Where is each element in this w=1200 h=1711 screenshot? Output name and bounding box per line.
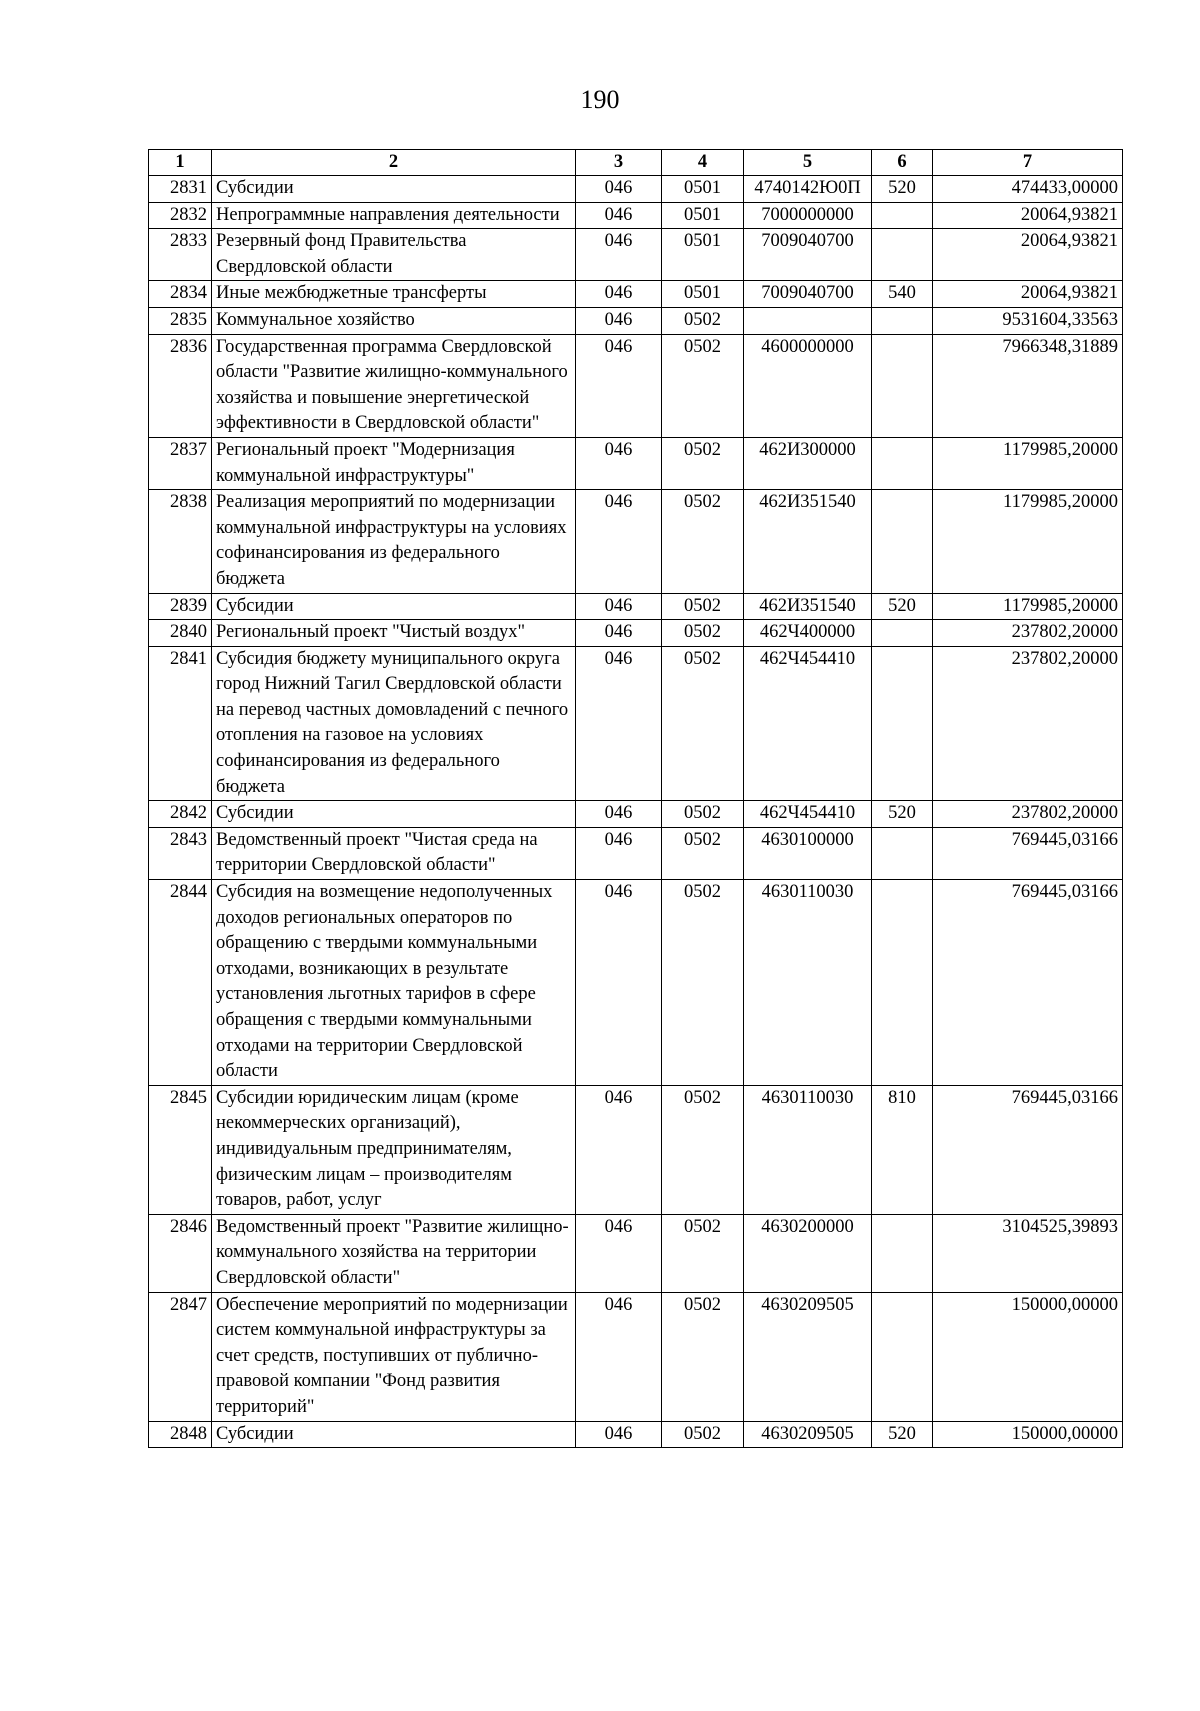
expense-type-code-cell: 810 — [872, 1085, 933, 1214]
section-code-cell: 0502 — [662, 646, 744, 801]
target-code-cell: 462И351540 — [744, 593, 872, 620]
section-code-cell: 0502 — [662, 801, 744, 828]
amount-cell: 237802,20000 — [933, 646, 1123, 801]
table-row — [149, 1292, 1123, 1421]
item-name-cell: Коммунальное хозяйство — [212, 307, 576, 334]
ministry-code-cell: 046 — [576, 593, 662, 620]
header-cell: 4 — [662, 150, 744, 176]
row-number-cell: 2836 — [149, 334, 212, 437]
item-name-cell: Субсидия на возмещение недополученных доходов региональных операторов по обращению с твердыми коммунальными отходами, возникающих в результате установления льготных тарифов в сфере обращения с твердыми коммунальными отходами на территории Свердловской области — [212, 880, 576, 1086]
row-number-cell: 2842 — [149, 801, 212, 828]
amount-cell: 20064,93821 — [933, 229, 1123, 281]
target-code-cell: 4630200000 — [744, 1214, 872, 1292]
row-number-cell: 2837 — [149, 437, 212, 489]
table-row — [149, 593, 1123, 620]
amount-cell: 3104525,39893 — [933, 1214, 1123, 1292]
section-code-cell: 0501 — [662, 229, 744, 281]
ministry-code-cell: 046 — [576, 176, 662, 203]
expense-type-code-cell: 520 — [872, 801, 933, 828]
expense-type-code-cell — [872, 437, 933, 489]
table-body — [149, 176, 1123, 1448]
table-row — [149, 827, 1123, 879]
item-name-cell: Субсидия бюджету муниципального округа город Нижний Тагил Свердловской области на перевод частных домовладений с печного отопления на газовое на условиях софинансирования из федерального бюджета — [212, 646, 576, 801]
target-code-cell: 462И351540 — [744, 490, 872, 593]
expense-type-code-cell — [872, 307, 933, 334]
item-name-cell: Субсидии — [212, 801, 576, 828]
expense-type-code-cell: 540 — [872, 281, 933, 308]
table-row — [149, 229, 1123, 281]
target-code-cell: 4630110030 — [744, 880, 872, 1086]
table-row — [149, 646, 1123, 801]
expense-type-code-cell — [872, 229, 933, 281]
ministry-code-cell: 046 — [576, 307, 662, 334]
table-row — [149, 490, 1123, 593]
ministry-code-cell: 046 — [576, 646, 662, 801]
item-name-cell: Субсидии юридическим лицам (кроме некоммерческих организаций), индивидуальным предпринимателям, физическим лицам – производителям товаров, работ, услуг — [212, 1085, 576, 1214]
header-cell: 3 — [576, 150, 662, 176]
header-row — [149, 150, 1123, 176]
target-code-cell: 462Ч454410 — [744, 646, 872, 801]
section-code-cell: 0502 — [662, 490, 744, 593]
ministry-code-cell: 046 — [576, 1214, 662, 1292]
target-code-cell: 4740142Ю0П — [744, 176, 872, 203]
amount-cell: 769445,03166 — [933, 827, 1123, 879]
section-code-cell: 0501 — [662, 176, 744, 203]
ministry-code-cell: 046 — [576, 1421, 662, 1448]
amount-cell: 7966348,31889 — [933, 334, 1123, 437]
section-code-cell: 0501 — [662, 281, 744, 308]
table-row — [149, 1214, 1123, 1292]
section-code-cell: 0502 — [662, 827, 744, 879]
expense-type-code-cell: 520 — [872, 593, 933, 620]
ministry-code-cell: 046 — [576, 437, 662, 489]
section-code-cell: 0502 — [662, 593, 744, 620]
header-cell: 5 — [744, 150, 872, 176]
table-row — [149, 1421, 1123, 1448]
amount-cell: 237802,20000 — [933, 620, 1123, 647]
row-number-cell: 2847 — [149, 1292, 212, 1421]
amount-cell: 474433,00000 — [933, 176, 1123, 203]
expense-type-code-cell — [872, 334, 933, 437]
item-name-cell: Субсидии — [212, 593, 576, 620]
row-number-cell: 2835 — [149, 307, 212, 334]
row-number-cell: 2848 — [149, 1421, 212, 1448]
section-code-cell: 0502 — [662, 1421, 744, 1448]
amount-cell: 237802,20000 — [933, 801, 1123, 828]
ministry-code-cell: 046 — [576, 620, 662, 647]
section-code-cell: 0501 — [662, 202, 744, 229]
expense-type-code-cell — [872, 827, 933, 879]
target-code-cell: 4630209505 — [744, 1292, 872, 1421]
item-name-cell: Обеспечение мероприятий по модернизации систем коммунальной инфраструктуры за счет средств, поступивших от публично-правовой компании "Фонд развития территорий" — [212, 1292, 576, 1421]
ministry-code-cell: 046 — [576, 880, 662, 1086]
item-name-cell: Ведомственный проект "Чистая среда на территории Свердловской области" — [212, 827, 576, 879]
target-code-cell: 462Ч400000 — [744, 620, 872, 647]
row-number-cell: 2841 — [149, 646, 212, 801]
row-number-cell: 2831 — [149, 176, 212, 203]
expense-type-code-cell — [872, 1214, 933, 1292]
item-name-cell: Ведомственный проект "Развитие жилищно-коммунального хозяйства на территории Свердловской области" — [212, 1214, 576, 1292]
amount-cell: 1179985,20000 — [933, 490, 1123, 593]
section-code-cell: 0502 — [662, 307, 744, 334]
budget-table — [148, 149, 1123, 1448]
target-code-cell: 462И300000 — [744, 437, 872, 489]
expense-type-code-cell: 520 — [872, 176, 933, 203]
table-row — [149, 880, 1123, 1086]
target-code-cell: 7009040700 — [744, 229, 872, 281]
amount-cell: 1179985,20000 — [933, 437, 1123, 489]
row-number-cell: 2834 — [149, 281, 212, 308]
item-name-cell: Иные межбюджетные трансферты — [212, 281, 576, 308]
section-code-cell: 0502 — [662, 437, 744, 489]
header-cell: 1 — [149, 150, 212, 176]
ministry-code-cell: 046 — [576, 1085, 662, 1214]
table-row — [149, 437, 1123, 489]
ministry-code-cell: 046 — [576, 490, 662, 593]
item-name-cell: Непрограммные направления деятельности — [212, 202, 576, 229]
item-name-cell: Резервный фонд Правительства Свердловской области — [212, 229, 576, 281]
section-code-cell: 0502 — [662, 1085, 744, 1214]
item-name-cell: Государственная программа Свердловской области "Развитие жилищно-коммунального хозяйства и повышение энергетической эффективности в Свердловской области" — [212, 334, 576, 437]
section-code-cell: 0502 — [662, 880, 744, 1086]
item-name-cell: Региональный проект "Чистый воздух" — [212, 620, 576, 647]
table-row — [149, 307, 1123, 334]
header-cell: 2 — [212, 150, 576, 176]
target-code-cell — [744, 307, 872, 334]
header-cell: 7 — [933, 150, 1123, 176]
target-code-cell: 4630100000 — [744, 827, 872, 879]
table-row — [149, 801, 1123, 828]
amount-cell: 9531604,33563 — [933, 307, 1123, 334]
amount-cell: 150000,00000 — [933, 1292, 1123, 1421]
expense-type-code-cell — [872, 646, 933, 801]
table-row — [149, 620, 1123, 647]
ministry-code-cell: 046 — [576, 202, 662, 229]
item-name-cell: Субсидии — [212, 1421, 576, 1448]
row-number-cell: 2846 — [149, 1214, 212, 1292]
section-code-cell: 0502 — [662, 620, 744, 647]
amount-cell: 20064,93821 — [933, 202, 1123, 229]
row-number-cell: 2839 — [149, 593, 212, 620]
expense-type-code-cell — [872, 490, 933, 593]
target-code-cell: 462Ч454410 — [744, 801, 872, 828]
target-code-cell: 4630209505 — [744, 1421, 872, 1448]
table-row — [149, 1085, 1123, 1214]
amount-cell: 769445,03166 — [933, 1085, 1123, 1214]
expense-type-code-cell: 520 — [872, 1421, 933, 1448]
header-cell: 6 — [872, 150, 933, 176]
amount-cell: 769445,03166 — [933, 880, 1123, 1086]
target-code-cell: 7000000000 — [744, 202, 872, 229]
table-row — [149, 176, 1123, 203]
section-code-cell: 0502 — [662, 1214, 744, 1292]
row-number-cell: 2843 — [149, 827, 212, 879]
target-code-cell: 4630110030 — [744, 1085, 872, 1214]
row-number-cell: 2844 — [149, 880, 212, 1086]
ministry-code-cell: 046 — [576, 229, 662, 281]
row-number-cell: 2840 — [149, 620, 212, 647]
page-number: 190 — [580, 85, 620, 114]
table-row — [149, 334, 1123, 437]
expense-type-code-cell — [872, 202, 933, 229]
table-row — [149, 281, 1123, 308]
expense-type-code-cell — [872, 1292, 933, 1421]
amount-cell: 20064,93821 — [933, 281, 1123, 308]
row-number-cell: 2833 — [149, 229, 212, 281]
section-code-cell: 0502 — [662, 1292, 744, 1421]
amount-cell: 150000,00000 — [933, 1421, 1123, 1448]
item-name-cell: Реализация мероприятий по модернизации коммунальной инфраструктуры на условиях софинансирования из федерального бюджета — [212, 490, 576, 593]
row-number-cell: 2845 — [149, 1085, 212, 1214]
ministry-code-cell: 046 — [576, 827, 662, 879]
ministry-code-cell: 046 — [576, 281, 662, 308]
section-code-cell: 0502 — [662, 334, 744, 437]
ministry-code-cell: 046 — [576, 334, 662, 437]
item-name-cell: Субсидии — [212, 176, 576, 203]
amount-cell: 1179985,20000 — [933, 593, 1123, 620]
target-code-cell: 7009040700 — [744, 281, 872, 308]
target-code-cell: 4600000000 — [744, 334, 872, 437]
ministry-code-cell: 046 — [576, 1292, 662, 1421]
item-name-cell: Региональный проект "Модернизация коммунальной инфраструктуры" — [212, 437, 576, 489]
expense-type-code-cell — [872, 880, 933, 1086]
table-row — [149, 202, 1123, 229]
row-number-cell: 2832 — [149, 202, 212, 229]
ministry-code-cell: 046 — [576, 801, 662, 828]
row-number-cell: 2838 — [149, 490, 212, 593]
expense-type-code-cell — [872, 620, 933, 647]
